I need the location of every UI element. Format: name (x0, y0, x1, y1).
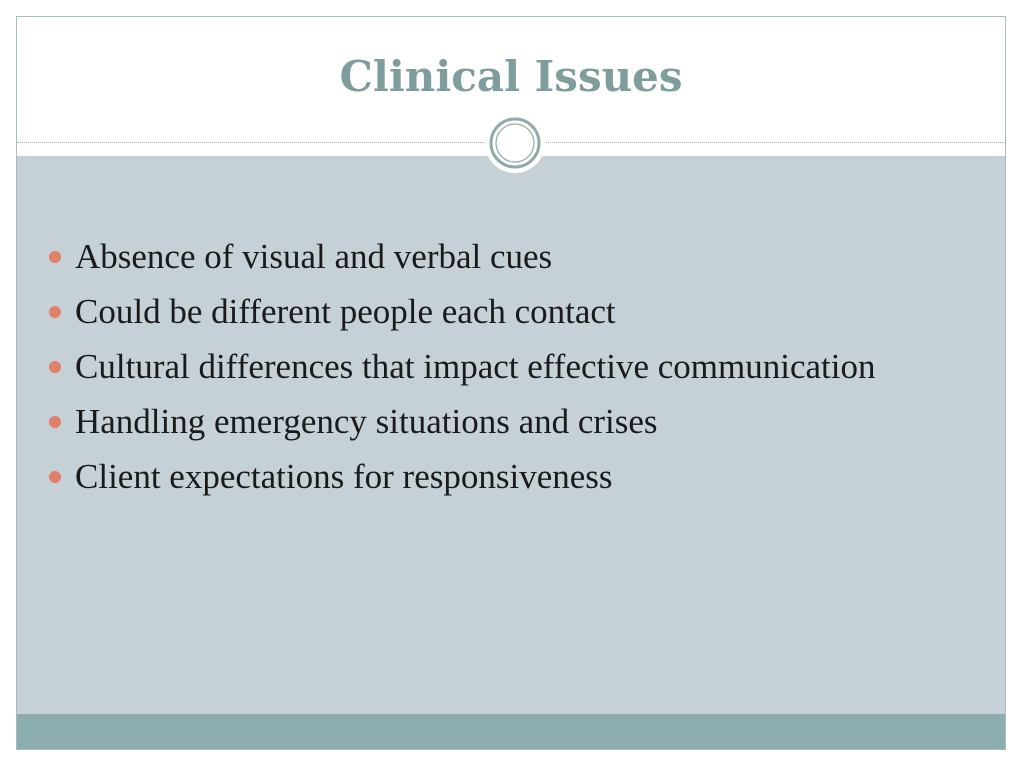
bullet-list (47, 234, 967, 509)
round-bullet-icon (49, 416, 61, 428)
bullet-text: Absence of visual and verbal cues (75, 237, 553, 276)
round-bullet-icon (49, 361, 61, 373)
round-bullet-icon (49, 251, 61, 263)
bullet-item (47, 289, 967, 334)
bullet-text: Client expectations for responsiveness (75, 457, 613, 496)
slide-title: Clinical Issues (339, 52, 683, 101)
bullet-text: Handling emergency situations and crises (75, 402, 658, 441)
bullet-item (47, 454, 967, 499)
round-bullet-icon (49, 471, 61, 483)
bullet-item (47, 344, 967, 389)
round-bullet-icon (49, 306, 61, 318)
bullet-text: Cultural differences that impact effective communication (75, 347, 876, 386)
bullet-text: Could be different people each contact (75, 292, 616, 331)
bullet-item (47, 234, 967, 279)
double-ring-icon (484, 112, 546, 174)
bullet-item (47, 399, 967, 444)
slide (16, 16, 1006, 750)
footer-bar (17, 714, 1005, 749)
